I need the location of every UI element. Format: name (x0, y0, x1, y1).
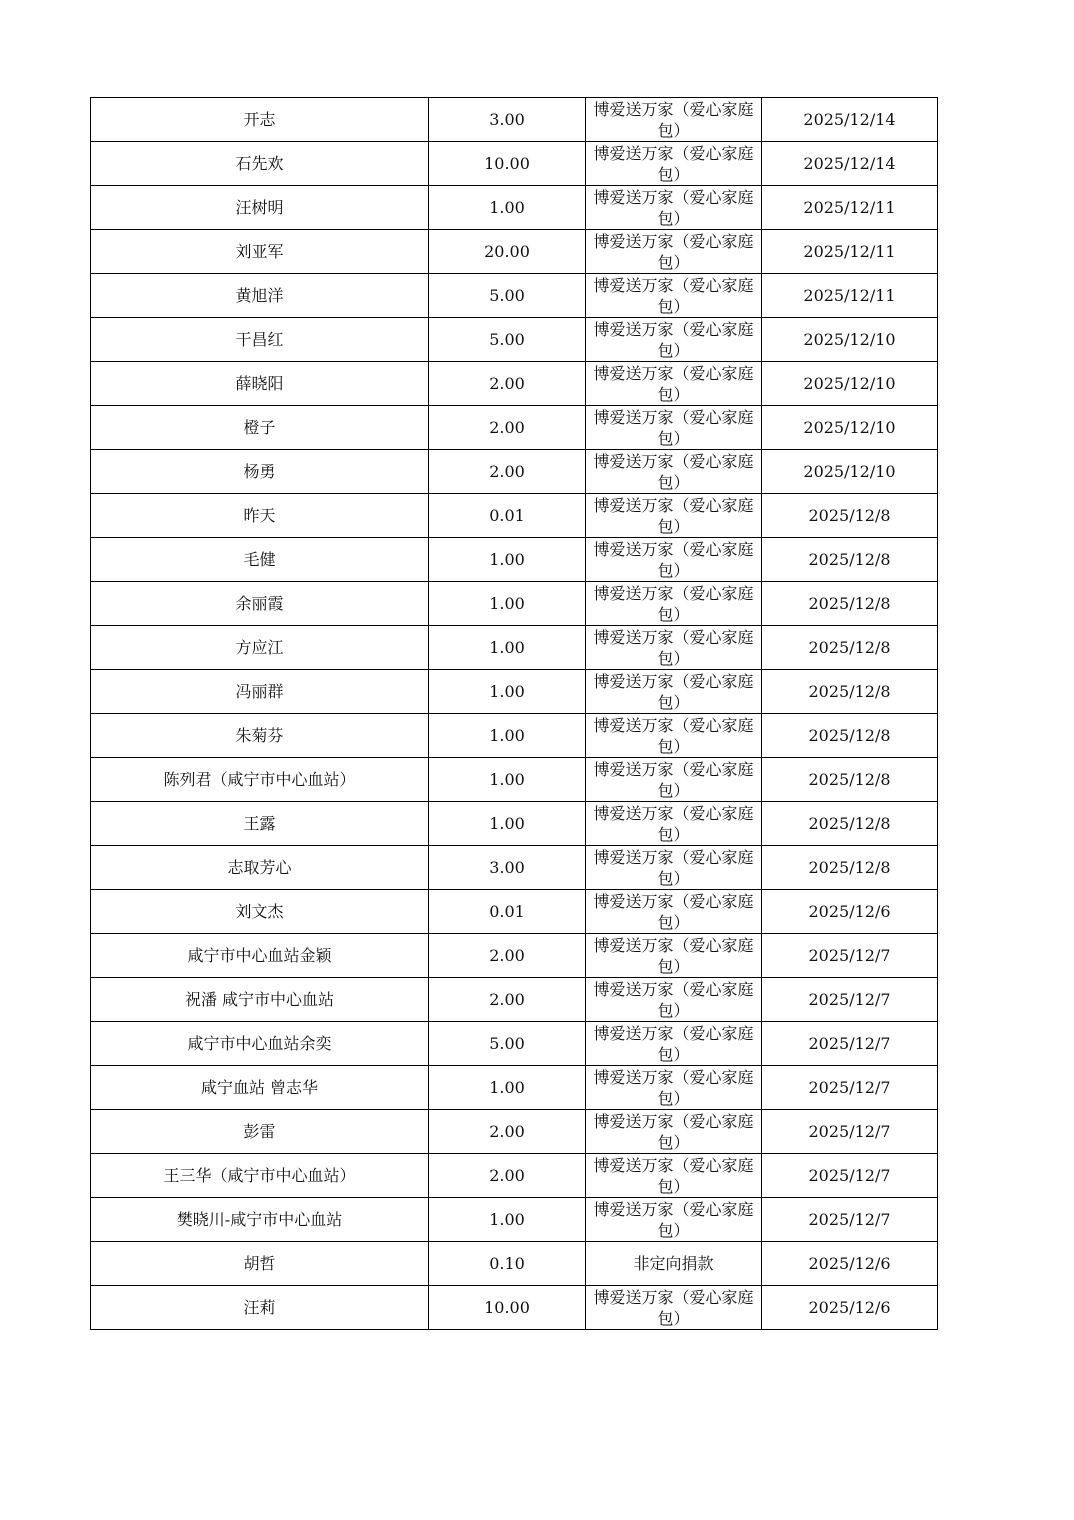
donor-name-cell: 方应江 (91, 626, 429, 670)
date-cell: 2025/12/10 (762, 450, 938, 494)
table-row (91, 406, 938, 450)
project-cell: 博爱送万家（爱心家庭包） (586, 274, 762, 318)
donor-name-cell: 胡哲 (91, 1242, 429, 1286)
amount-cell: 3.00 (429, 98, 586, 142)
date-cell: 2025/12/8 (762, 846, 938, 890)
amount-cell: 2.00 (429, 1154, 586, 1198)
project-cell: 博爱送万家（爱心家庭包） (586, 318, 762, 362)
date-cell: 2025/12/8 (762, 538, 938, 582)
table-row (91, 1022, 938, 1066)
table-row (91, 230, 938, 274)
table-row (91, 362, 938, 406)
date-cell: 2025/12/11 (762, 186, 938, 230)
date-cell: 2025/12/7 (762, 978, 938, 1022)
project-cell: 博爱送万家（爱心家庭包） (586, 890, 762, 934)
donor-name-cell: 咸宁市中心血站余奕 (91, 1022, 429, 1066)
donor-name-cell: 橙子 (91, 406, 429, 450)
date-cell: 2025/12/7 (762, 934, 938, 978)
date-cell: 2025/12/10 (762, 318, 938, 362)
date-cell: 2025/12/7 (762, 1110, 938, 1154)
donor-name-cell: 咸宁血站 曾志华 (91, 1066, 429, 1110)
project-cell: 博爱送万家（爱心家庭包） (586, 758, 762, 802)
date-cell: 2025/12/14 (762, 98, 938, 142)
date-cell: 2025/12/11 (762, 274, 938, 318)
amount-cell: 2.00 (429, 978, 586, 1022)
project-cell: 博爱送万家（爱心家庭包） (586, 142, 762, 186)
project-cell: 博爱送万家（爱心家庭包） (586, 98, 762, 142)
project-cell: 博爱送万家（爱心家庭包） (586, 538, 762, 582)
amount-cell: 1.00 (429, 538, 586, 582)
table-row (91, 846, 938, 890)
donor-name-cell: 咸宁市中心血站金颖 (91, 934, 429, 978)
table-row (91, 494, 938, 538)
table-row (91, 670, 938, 714)
table-row (91, 1110, 938, 1154)
amount-cell: 0.01 (429, 494, 586, 538)
amount-cell: 10.00 (429, 142, 586, 186)
project-cell: 博爱送万家（爱心家庭包） (586, 1066, 762, 1110)
donor-name-cell: 石先欢 (91, 142, 429, 186)
date-cell: 2025/12/7 (762, 1066, 938, 1110)
table-row (91, 274, 938, 318)
date-cell: 2025/12/7 (762, 1154, 938, 1198)
project-cell: 博爱送万家（爱心家庭包） (586, 846, 762, 890)
table-row (91, 186, 938, 230)
amount-cell: 0.10 (429, 1242, 586, 1286)
project-cell: 博爱送万家（爱心家庭包） (586, 362, 762, 406)
date-cell: 2025/12/10 (762, 406, 938, 450)
amount-cell: 1.00 (429, 758, 586, 802)
amount-cell: 1.00 (429, 626, 586, 670)
table-row (91, 934, 938, 978)
table-row (91, 626, 938, 670)
donor-name-cell: 薛晓阳 (91, 362, 429, 406)
amount-cell: 1.00 (429, 670, 586, 714)
amount-cell: 1.00 (429, 802, 586, 846)
amount-cell: 2.00 (429, 1110, 586, 1154)
project-cell: 博爱送万家（爱心家庭包） (586, 978, 762, 1022)
date-cell: 2025/12/8 (762, 714, 938, 758)
date-cell: 2025/12/8 (762, 758, 938, 802)
amount-cell: 2.00 (429, 406, 586, 450)
amount-cell: 1.00 (429, 1198, 586, 1242)
amount-cell: 1.00 (429, 582, 586, 626)
table-row (91, 582, 938, 626)
table-row (91, 890, 938, 934)
table-row (91, 538, 938, 582)
table-row (91, 802, 938, 846)
donor-name-cell: 汪树明 (91, 186, 429, 230)
amount-cell: 20.00 (429, 230, 586, 274)
donor-name-cell: 黄旭洋 (91, 274, 429, 318)
project-cell: 博爱送万家（爱心家庭包） (586, 494, 762, 538)
donor-name-cell: 昨天 (91, 494, 429, 538)
project-cell: 博爱送万家（爱心家庭包） (586, 1154, 762, 1198)
table-row (91, 1198, 938, 1242)
donor-name-cell: 干昌红 (91, 318, 429, 362)
date-cell: 2025/12/8 (762, 494, 938, 538)
table-row (91, 1286, 938, 1330)
amount-cell: 3.00 (429, 846, 586, 890)
date-cell: 2025/12/7 (762, 1022, 938, 1066)
date-cell: 2025/12/7 (762, 1198, 938, 1242)
project-cell: 博爱送万家（爱心家庭包） (586, 582, 762, 626)
table-row (91, 450, 938, 494)
donor-name-cell: 刘文杰 (91, 890, 429, 934)
project-cell: 非定向捐款 (586, 1242, 762, 1286)
project-cell: 博爱送万家（爱心家庭包） (586, 1022, 762, 1066)
project-cell: 博爱送万家（爱心家庭包） (586, 802, 762, 846)
donor-name-cell: 余丽霞 (91, 582, 429, 626)
project-cell: 博爱送万家（爱心家庭包） (586, 186, 762, 230)
table-row (91, 714, 938, 758)
donor-name-cell: 王三华（咸宁市中心血站） (91, 1154, 429, 1198)
project-cell: 博爱送万家（爱心家庭包） (586, 450, 762, 494)
amount-cell: 2.00 (429, 934, 586, 978)
donor-name-cell: 朱菊芬 (91, 714, 429, 758)
donor-name-cell: 祝潘 咸宁市中心血站 (91, 978, 429, 1022)
table-row (91, 1066, 938, 1110)
project-cell: 博爱送万家（爱心家庭包） (586, 1286, 762, 1330)
date-cell: 2025/12/8 (762, 582, 938, 626)
donor-name-cell: 王露 (91, 802, 429, 846)
table-row (91, 758, 938, 802)
date-cell: 2025/12/10 (762, 362, 938, 406)
date-cell: 2025/12/8 (762, 626, 938, 670)
donor-name-cell: 冯丽群 (91, 670, 429, 714)
amount-cell: 1.00 (429, 1066, 586, 1110)
project-cell: 博爱送万家（爱心家庭包） (586, 714, 762, 758)
donor-name-cell: 彭雷 (91, 1110, 429, 1154)
project-cell: 博爱送万家（爱心家庭包） (586, 670, 762, 714)
amount-cell: 5.00 (429, 1022, 586, 1066)
date-cell: 2025/12/14 (762, 142, 938, 186)
donor-name-cell: 樊晓川-咸宁市中心血站 (91, 1198, 429, 1242)
table-row (91, 1154, 938, 1198)
amount-cell: 1.00 (429, 186, 586, 230)
table-row (91, 978, 938, 1022)
project-cell: 博爱送万家（爱心家庭包） (586, 626, 762, 670)
table-row (91, 98, 938, 142)
amount-cell: 2.00 (429, 362, 586, 406)
amount-cell: 1.00 (429, 714, 586, 758)
date-cell: 2025/12/11 (762, 230, 938, 274)
donor-name-cell: 志取芳心 (91, 846, 429, 890)
amount-cell: 5.00 (429, 318, 586, 362)
donation-table (90, 97, 938, 1330)
amount-cell: 5.00 (429, 274, 586, 318)
donor-name-cell: 刘亚军 (91, 230, 429, 274)
table-row (91, 1242, 938, 1286)
amount-cell: 2.00 (429, 450, 586, 494)
donor-name-cell: 杨勇 (91, 450, 429, 494)
amount-cell: 10.00 (429, 1286, 586, 1330)
date-cell: 2025/12/8 (762, 670, 938, 714)
date-cell: 2025/12/6 (762, 1242, 938, 1286)
date-cell: 2025/12/6 (762, 890, 938, 934)
date-cell: 2025/12/8 (762, 802, 938, 846)
table-row (91, 142, 938, 186)
donor-name-cell: 陈列君（咸宁市中心血站） (91, 758, 429, 802)
project-cell: 博爱送万家（爱心家庭包） (586, 1110, 762, 1154)
project-cell: 博爱送万家（爱心家庭包） (586, 1198, 762, 1242)
donor-name-cell: 汪莉 (91, 1286, 429, 1330)
project-cell: 博爱送万家（爱心家庭包） (586, 406, 762, 450)
table-row (91, 318, 938, 362)
project-cell: 博爱送万家（爱心家庭包） (586, 230, 762, 274)
project-cell: 博爱送万家（爱心家庭包） (586, 934, 762, 978)
date-cell: 2025/12/6 (762, 1286, 938, 1330)
donation-table-body (91, 98, 938, 1330)
donor-name-cell: 开志 (91, 98, 429, 142)
donor-name-cell: 毛健 (91, 538, 429, 582)
amount-cell: 0.01 (429, 890, 586, 934)
